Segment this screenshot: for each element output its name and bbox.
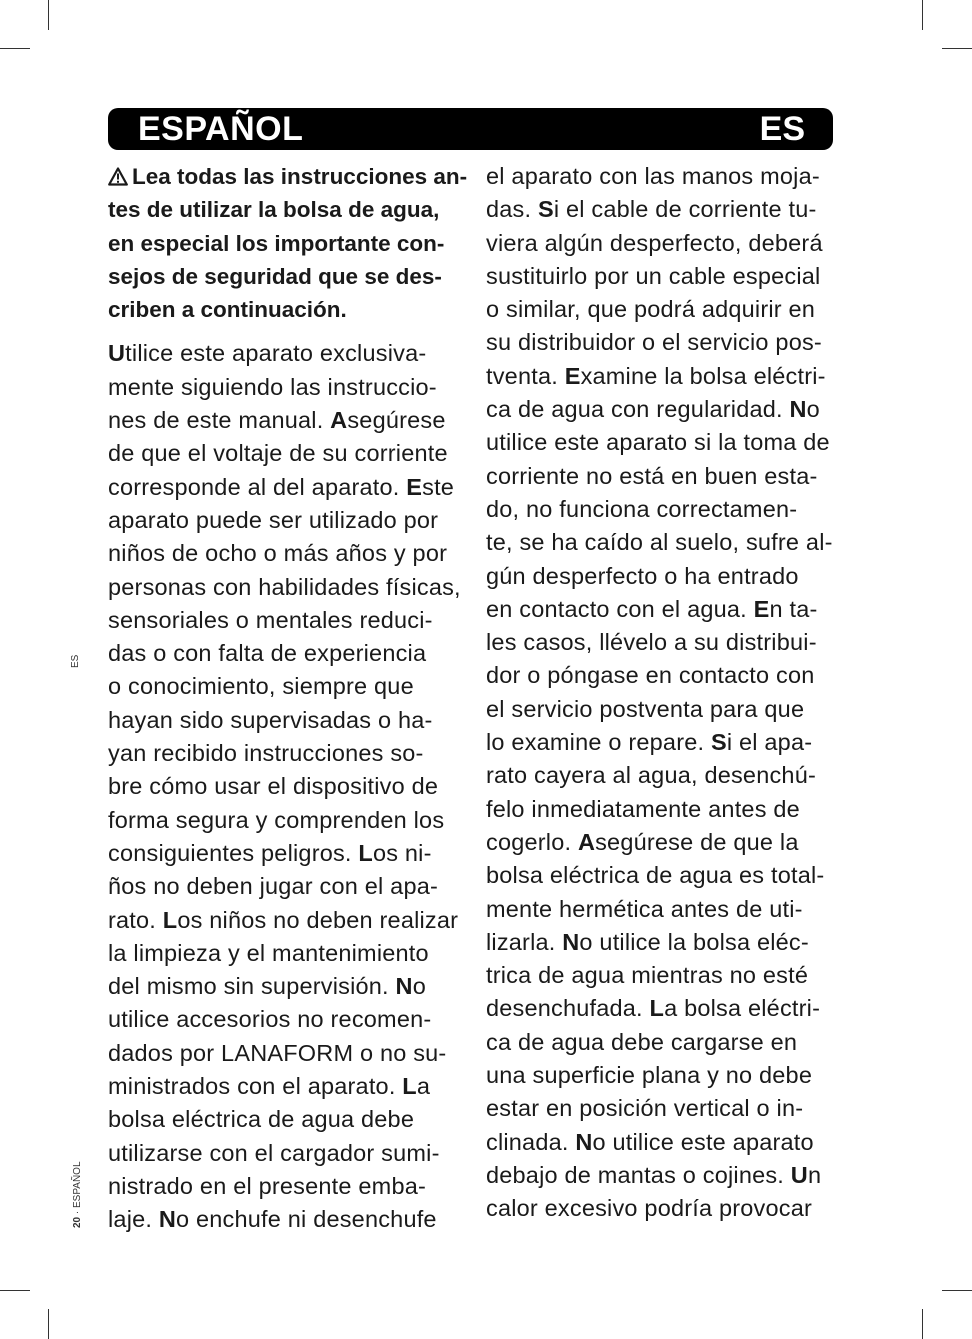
- crop-mark: [48, 1309, 49, 1339]
- body-line: dor o póngase en contacto con: [486, 662, 815, 689]
- crop-mark: [942, 1290, 972, 1291]
- body-line: calor excesivo podría provocar: [486, 1195, 813, 1222]
- side-language-code: ES: [70, 654, 81, 668]
- body-line: niños de ocho o más años y por: [108, 540, 448, 567]
- warning-line: en especial los importante con-: [108, 230, 445, 256]
- body-line: das. Si el cable de corriente tu-: [486, 196, 817, 223]
- body-line: ministrados con el aparato. La: [108, 1073, 431, 1100]
- body-line: en contacto con el agua. En ta-: [486, 595, 818, 622]
- body-line: una superficie plana y no debe: [486, 1062, 813, 1089]
- body-line: debajo de mantas o cojines. Un: [486, 1161, 822, 1188]
- body-line: aparato puede ser utilizado por: [108, 506, 439, 533]
- body-line: o conocimiento, siempre que: [108, 673, 414, 700]
- warning-block: [108, 160, 468, 326]
- body-line: el servicio postventa para que: [486, 695, 805, 722]
- body-line: su distribuidor o el servicio pos-: [486, 329, 822, 356]
- body-line: tventa. Examine la bolsa eléctri-: [486, 362, 826, 389]
- body-line: el aparato con las manos moja-: [486, 163, 820, 189]
- body-line: del mismo sin supervisión. No: [108, 973, 426, 1000]
- body-line: mente siguiendo las instruccio-: [108, 373, 437, 400]
- section-title: ESPAÑOL: [138, 110, 304, 148]
- body-line: lo examine o repare. Si el apa-: [486, 729, 813, 756]
- body-line: do, no funciona correctamen-: [486, 495, 798, 522]
- body-line: rato cayera al agua, desenchú-: [486, 762, 816, 789]
- page-number: 20: [72, 1216, 83, 1228]
- page-footer: [72, 1161, 83, 1228]
- language-code: ES: [759, 110, 805, 148]
- body-line: clinada. No utilice este aparato: [486, 1128, 814, 1155]
- crop-mark: [0, 1290, 30, 1291]
- body-line: la limpieza y el mantenimiento: [108, 939, 429, 966]
- right-body-text: [486, 160, 842, 1226]
- body-line: Utilice este aparato exclusiva-: [108, 340, 427, 367]
- body-line: utilizarse con el cargador sumi-: [108, 1139, 440, 1166]
- body-line: ños no deben jugar con el apa-: [108, 873, 439, 900]
- body-line: utilice este aparato si la toma de: [486, 429, 830, 456]
- crop-mark: [48, 0, 49, 30]
- body-line: lizarla. No utilice la bolsa eléc-: [486, 928, 809, 955]
- warning-line: sejos de seguridad que se des-: [108, 263, 442, 289]
- body-line: de que el voltaje de su corriente: [108, 440, 448, 467]
- warning-line: tes de utilizar la bolsa de agua,: [108, 197, 440, 223]
- body-line: felo inmediatamente antes de: [486, 795, 800, 822]
- body-line: gún desperfecto o ha entrado: [486, 562, 799, 589]
- body-line: viera algún desperfecto, deberá: [486, 229, 823, 256]
- body-line: das o con falta de experiencia: [108, 640, 427, 667]
- body-line: trica de agua mientras no esté: [486, 962, 809, 989]
- crop-mark: [922, 1309, 923, 1339]
- body-line: te, se ha caído al suelo, sufre al-: [486, 529, 833, 556]
- warning-icon: [108, 167, 128, 186]
- crop-mark: [922, 0, 923, 30]
- body-line: desenchufada. La bolsa eléctri-: [486, 995, 821, 1022]
- body-line: bre cómo usar el dispositivo de: [108, 773, 439, 800]
- body-line: rato. Los niños no deben realizar: [108, 906, 459, 933]
- warning-line: criben a continuación.: [108, 297, 347, 323]
- body-line: yan recibido instrucciones so-: [108, 740, 424, 767]
- body-line: nes de este manual. Asegúrese: [108, 407, 446, 434]
- body-line: ca de agua con regularidad. No: [486, 396, 820, 423]
- body-line: hayan sido supervisadas o ha-: [108, 706, 433, 733]
- section-header: [108, 108, 833, 150]
- body-line: laje. No enchufe ni desenchufe: [108, 1206, 437, 1233]
- body-line: les casos, llévelo a su distribui-: [486, 629, 817, 656]
- crop-mark: [0, 48, 30, 49]
- crop-mark: [942, 48, 972, 49]
- page-section-label: · ESPAÑOL: [72, 1161, 83, 1217]
- body-line: o similar, que podrá adquirir en: [486, 296, 816, 323]
- body-line: forma segura y comprenden los: [108, 806, 445, 833]
- body-line: corresponde al del aparato. Este: [108, 473, 455, 500]
- left-body-text: [108, 337, 464, 1236]
- body-line: nistrado en el presente emba-: [108, 1172, 427, 1199]
- body-line: sustituirlo por un cable especial: [486, 262, 821, 289]
- body-line: personas con habilidades físicas,: [108, 573, 461, 600]
- body-line: utilice accesorios no recomen-: [108, 1006, 432, 1033]
- body-line: consiguientes peligros. Los ni-: [108, 839, 432, 866]
- body-line: ca de agua debe cargarse en: [486, 1028, 798, 1055]
- body-line: cogerlo. Asegúrese de que la: [486, 828, 799, 855]
- body-line: corriente no está en buen esta-: [486, 462, 818, 489]
- warning-line: Lea todas las instrucciones an-: [108, 160, 464, 193]
- right-column: [486, 160, 842, 1226]
- body-line: sensoriales o mentales reduci-: [108, 606, 433, 633]
- body-line: estar en posición vertical o in-: [486, 1095, 804, 1122]
- body-line: bolsa eléctrica de agua es total-: [486, 862, 825, 889]
- left-column: [108, 160, 468, 1237]
- body-line: bolsa eléctrica de agua debe: [108, 1106, 415, 1133]
- body-line: dados por LANAFORM o no su-: [108, 1039, 447, 1066]
- body-line: mente hermética antes de uti-: [486, 895, 803, 922]
